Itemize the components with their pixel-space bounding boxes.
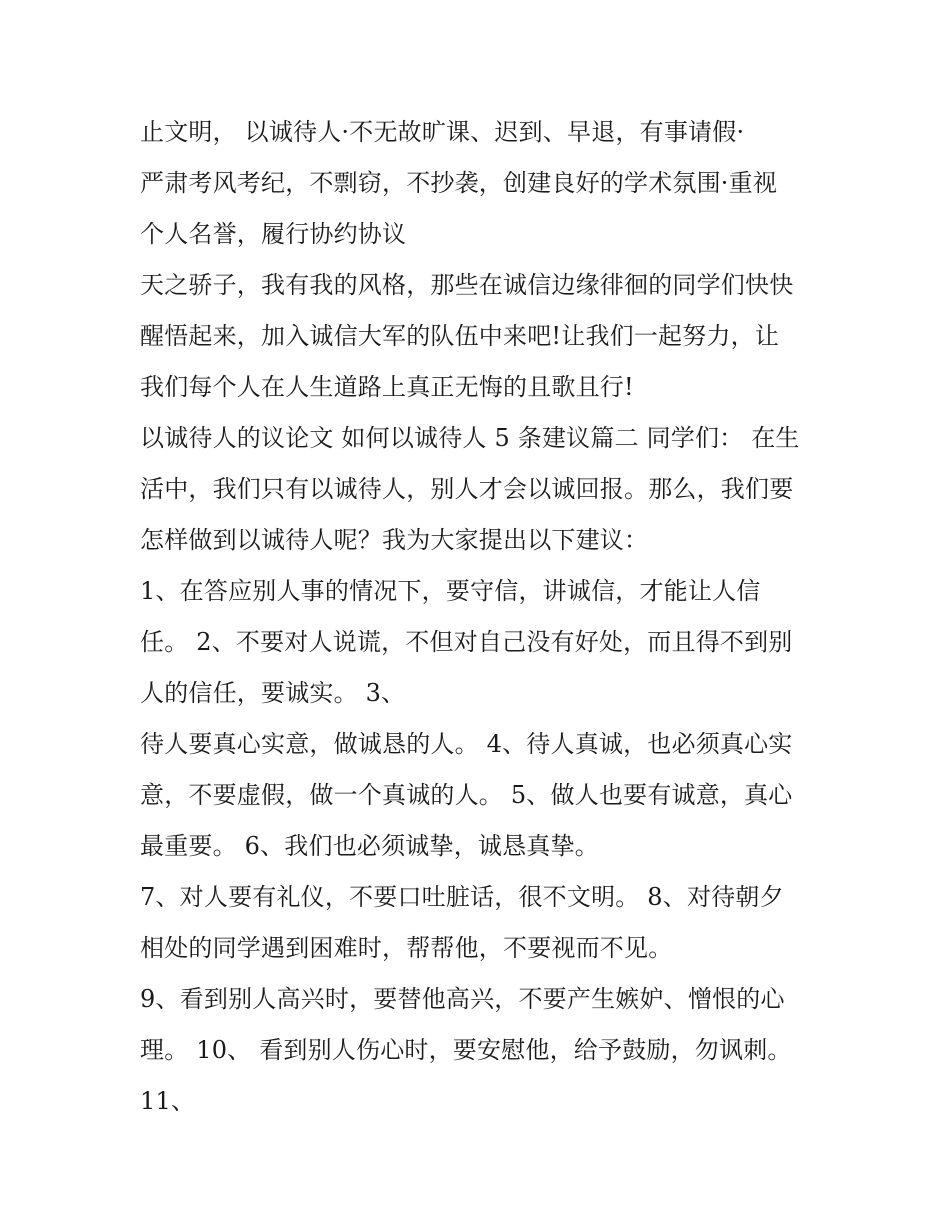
text-line: 天之骄子，我有我的风格，那些在诚信边缘徘徊的同学们快快 (140, 271, 794, 299)
text-line: 意，不要虚假，做一个真诚的人。 5、做人也要有诚意，真心 (140, 781, 793, 809)
text-line: 醒悟起来，加入诚信大军的队伍中来吧!让我们一起努力，让 (140, 322, 780, 350)
text-line: 个人名誉，履行协约协议 (140, 220, 407, 248)
text-line: 活中，我们只有以诚待人，别人才会以诚回报。那么，我们要 (140, 475, 794, 503)
text-line: 相处的同学遇到困难时，帮帮他，不要视而不见。 (140, 934, 673, 962)
text-line: 11、 (140, 1087, 196, 1115)
text-line: 人的信任，要诚实。 3、 (140, 679, 406, 707)
document-body (140, 107, 830, 1127)
text-line: 以诚待人的议论文 如何以诚待人 5 条建议篇二 同学们： 在生 (140, 424, 800, 452)
text-line: 任。 2、不要对人说谎，不但对自己没有好处，而且得不到别 (140, 628, 793, 656)
text-line: 我们每个人在人生道路上真正无悔的且歌且行! (140, 373, 634, 401)
text-line: 待人要真心实意，做诚恳的人。 4、待人真诚，也必须真心实 (140, 730, 793, 758)
text-line: 最重要。 6、我们也必须诚挚，诚恳真挚。 (140, 832, 599, 860)
text-line: 严肃考风考纪，不剽窃，不抄袭，创建良好的学术氛围·重视 (140, 169, 778, 197)
text-line: 止文明， 以诚待人·不无故旷课、迟到、早退，有事请假· (140, 118, 745, 146)
text-line: 9、看到别人高兴时，要替他高兴，不要产生嫉妒、憎恨的心 (140, 985, 785, 1013)
text-line: 怎样做到以诚待人呢？我为大家提出以下建议： (140, 526, 649, 554)
text-line: 理。 10、 看到别人伤心时，要安慰他，给予鼓励，勿讽刺。 (140, 1036, 792, 1064)
text-line: 1、在答应别人事的情况下，要守信，讲诚信，才能让人信 (140, 577, 761, 605)
text-line: 7、对人要有礼仪，不要口吐脏话，很不文明。 8、对待朝夕 (140, 883, 784, 911)
